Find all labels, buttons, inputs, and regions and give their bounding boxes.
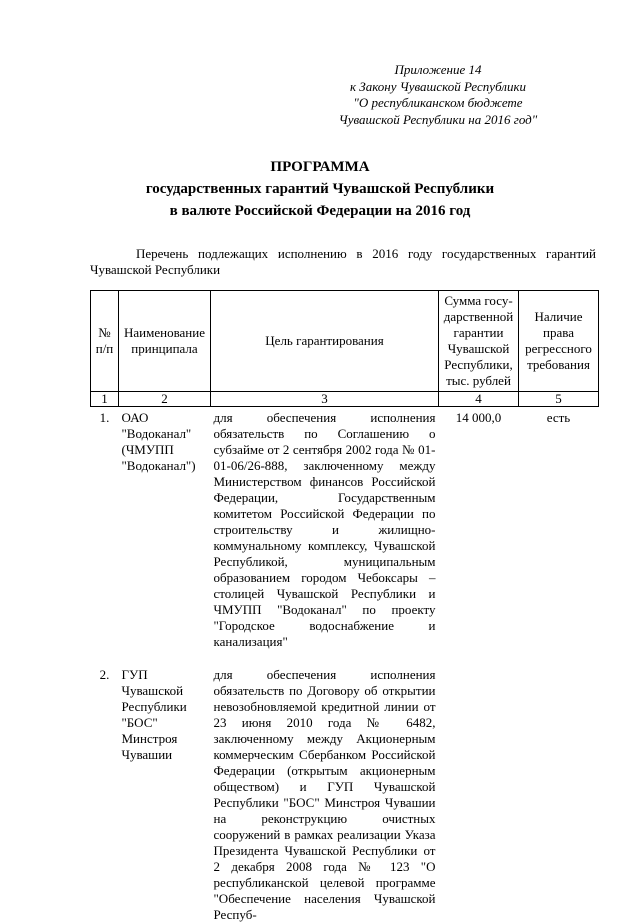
table-row — [91, 664, 599, 923]
guarantees-table — [90, 290, 599, 923]
row-number: 1. — [99, 410, 110, 425]
row-number: 2. — [99, 667, 110, 682]
row-purpose: для обеспечения исполнения обязательств по Договору об открытии невозобновляемой кредитной линии от 23 июня 2010 года № 6482, заключенному между Акционерным коммерческим Сбербанком Российской Федерации (открытым акционерным обществом) и ГУП Чувашской Республики "БОС" Минстроя Чувашии на реконструкцию очистных сооружений в рамках реализации Указа Президента Чувашской Республики от 2 декабря 2008 года № 123 "О республиканской целевой программе "Обеспечение населения Чувашской Респуб- — [213, 667, 436, 922]
appendix-note — [308, 62, 568, 128]
appendix-line-1: Приложение 14 — [394, 62, 482, 77]
column-number-3: 3 — [211, 392, 439, 407]
row-amount: 14 000,0 — [455, 410, 502, 425]
header-principal: Наименование принципала — [119, 291, 211, 392]
row-amount — [439, 664, 519, 923]
document-title — [0, 156, 640, 222]
title-line-2: государственных гарантий Чувашской Республики — [145, 181, 495, 197]
row-principal: ГУП Чувашской Республики "БОС" Минстроя Чувашии — [121, 667, 187, 762]
row-regress — [519, 664, 599, 923]
appendix-line-2: к Закону Чувашской Республики — [349, 78, 527, 94]
header-regress: Наличие права регрессного требования — [519, 291, 599, 392]
column-number-2: 2 — [119, 392, 211, 407]
header-amount: Сумма госу-дарственной гарантии Чувашской Республики, тыс. рублей — [439, 291, 519, 392]
column-number-4: 4 — [439, 392, 519, 407]
header-purpose: Цель гарантирования — [211, 291, 439, 392]
row-principal: ОАО "Водоканал" (ЧМУПП "Водоканал") — [121, 410, 196, 473]
table-row — [91, 407, 599, 651]
row-purpose: для обеспечения исполнения обязательств по Соглашению о субзайме от 2 сентября 2002 года № 01-01-06/26-888, заключенному между Министерством финансов Российской Федерации, Государственным комитетом Российской Федерации по строительству и жилищно-коммунальному комплексу, Чувашской Республикой, муниципальным образованием городом Чебоксары – столицей Чувашской Республики и ЧМУПП "Водоканал" по проекту "Городское водоснабжение и канализация" — [213, 410, 436, 649]
column-number-1: 1 — [91, 392, 119, 407]
title-line-1: ПРОГРАММА — [270, 159, 370, 175]
intro-paragraph: Перечень подлежащих исполнению в 2016 году государственных гарантий Чувашской Республики — [90, 246, 596, 277]
column-number-5: 5 — [519, 392, 599, 407]
title-line-3: в валюте Российской Федерации на 2016 год — [169, 203, 471, 219]
row-regress: есть — [546, 410, 571, 425]
appendix-line-4: Чувашской Республики на 2016 год" — [338, 111, 538, 127]
appendix-line-3: "О республиканском бюджете — [353, 95, 523, 110]
header-num: № п/п — [91, 291, 119, 392]
